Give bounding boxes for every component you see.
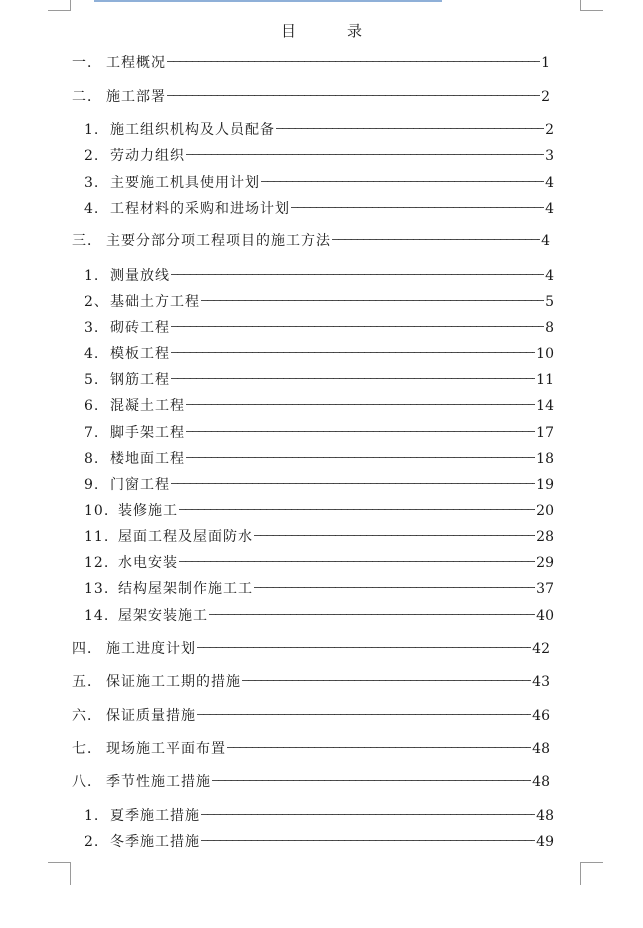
toc-entry-page: 3 <box>545 148 554 164</box>
toc-entry-title: 季节性施工措施 <box>106 774 211 790</box>
toc-entry-title: 砌砖工程 <box>110 320 170 336</box>
toc-dot-leader <box>186 145 544 163</box>
toc-dot-leader <box>291 198 544 216</box>
toc-entry[interactable] <box>84 293 554 311</box>
toc-dot-leader <box>209 605 535 623</box>
toc-entry-number: 2. <box>84 834 100 850</box>
toc-entry-number: 一． <box>72 55 102 71</box>
toc-dot-leader <box>171 265 544 283</box>
toc-title: 目 录 <box>280 22 380 40</box>
toc-entry[interactable] <box>72 88 550 106</box>
toc-entry-page: 48 <box>532 774 550 790</box>
toc-entry-page: 4 <box>541 233 550 249</box>
toc-dot-leader <box>197 705 531 723</box>
toc-entry-number: 9. <box>84 477 100 493</box>
toc-entry[interactable] <box>72 232 550 250</box>
corner-mark-top-left <box>48 0 71 11</box>
toc-entry-number: 4. <box>84 346 100 362</box>
toc-dot-leader <box>167 86 540 104</box>
toc-entry-number: 10. <box>84 503 110 519</box>
toc-entry-number: 七． <box>72 741 102 757</box>
toc-entry-title: 模板工程 <box>110 346 170 362</box>
toc-entry-page: 4 <box>545 175 554 191</box>
toc-dot-leader <box>167 52 540 70</box>
toc-entry-page: 5 <box>545 294 554 310</box>
toc-entry-number: 六． <box>72 708 102 724</box>
toc-dot-leader <box>179 500 535 518</box>
toc-entry[interactable] <box>84 267 554 285</box>
toc-entry-page: 43 <box>532 674 550 690</box>
toc-entry[interactable] <box>72 773 550 791</box>
toc-entry[interactable] <box>84 833 554 851</box>
toc-entry-number: 7. <box>84 425 100 441</box>
toc-entry-number: 13. <box>84 581 110 597</box>
toc-entry-title: 冬季施工措施 <box>110 834 200 850</box>
toc-entry-page: 29 <box>536 555 554 571</box>
toc-entry-page: 17 <box>536 425 554 441</box>
toc-entry-title: 工程材料的采购和进场计划 <box>110 201 290 217</box>
toc-dot-leader <box>201 831 535 849</box>
toc-entry[interactable] <box>84 554 554 572</box>
toc-entry-page: 37 <box>536 581 554 597</box>
toc-entry-page: 49 <box>536 834 554 850</box>
toc-entry[interactable] <box>84 528 554 546</box>
toc-dot-leader <box>201 291 544 309</box>
toc-entry-page: 48 <box>536 808 554 824</box>
toc-entry-page: 10 <box>536 346 554 362</box>
toc-entry-page: 28 <box>536 529 554 545</box>
toc-entry-number: 三． <box>72 233 102 249</box>
toc-entry[interactable] <box>84 147 554 165</box>
toc-entry[interactable] <box>84 424 554 442</box>
toc-entry-title: 混凝土工程 <box>110 398 185 414</box>
toc-dot-leader <box>332 230 540 248</box>
toc-entry-title: 施工进度计划 <box>106 641 196 657</box>
toc-entry-title: 主要施工机具使用计划 <box>110 175 260 191</box>
toc-dot-leader <box>254 526 535 544</box>
toc-entry-number: 5. <box>84 372 100 388</box>
corner-mark-top-right <box>580 0 603 11</box>
toc-entry-number: 2、 <box>84 294 109 310</box>
toc-entry-title: 屋架安装施工 <box>118 608 208 624</box>
toc-entry[interactable] <box>84 174 554 192</box>
toc-entry-page: 4 <box>545 268 554 284</box>
toc-entry-number: 2. <box>84 148 100 164</box>
toc-entry-page: 42 <box>532 641 550 657</box>
toc-entry[interactable] <box>84 121 554 139</box>
toc-dot-leader <box>171 369 535 387</box>
toc-entry[interactable] <box>72 740 550 758</box>
toc-entry-title: 劳动力组织 <box>110 148 185 164</box>
toc-dot-leader <box>171 474 535 492</box>
top-selection-bar <box>94 0 442 2</box>
toc-entry[interactable] <box>84 807 554 825</box>
toc-entry-page: 48 <box>532 741 550 757</box>
toc-entry-page: 14 <box>536 398 554 414</box>
toc-dot-leader <box>197 638 531 656</box>
toc-entry-title: 结构屋架制作施工工 <box>118 581 253 597</box>
toc-entry[interactable] <box>84 319 554 337</box>
toc-entry-title: 保证施工工期的措施 <box>106 674 241 690</box>
toc-dot-leader <box>179 552 535 570</box>
toc-dot-leader <box>261 172 544 190</box>
toc-entry-title: 脚手架工程 <box>110 425 185 441</box>
toc-entry[interactable] <box>84 371 554 389</box>
toc-entry-page: 20 <box>536 503 554 519</box>
toc-entry-title: 工程概况 <box>106 55 166 71</box>
toc-entry-number: 五． <box>72 674 102 690</box>
toc-entry-number: 12. <box>84 555 110 571</box>
toc-entry-number: 八． <box>72 774 102 790</box>
toc-dot-leader <box>212 771 531 789</box>
toc-entry-number: 1. <box>84 808 100 824</box>
toc-entry[interactable] <box>72 673 550 691</box>
toc-entry-title: 测量放线 <box>110 268 170 284</box>
toc-entry-title: 现场施工平面布置 <box>106 741 226 757</box>
toc-dot-leader <box>227 738 531 756</box>
toc-entry-number: 3. <box>84 320 100 336</box>
toc-entry-number: 四． <box>72 641 102 657</box>
toc-entry-page: 18 <box>536 451 554 467</box>
toc-entry-title: 屋面工程及屋面防水 <box>118 529 253 545</box>
toc-dot-leader <box>186 448 535 466</box>
toc-entry-title: 保证质量措施 <box>106 708 196 724</box>
toc-entry-title: 施工部署 <box>106 89 166 105</box>
toc-entry-number: 11. <box>84 529 110 545</box>
toc-entry[interactable] <box>84 200 554 218</box>
toc-entry[interactable] <box>84 580 554 598</box>
toc-dot-leader <box>186 395 535 413</box>
toc-entry-title: 楼地面工程 <box>110 451 185 467</box>
toc-dot-leader <box>186 422 535 440</box>
toc-dot-leader <box>242 671 531 689</box>
toc-entry-number: 4. <box>84 201 100 217</box>
toc-entry[interactable] <box>84 450 554 468</box>
toc-dot-leader <box>201 805 535 823</box>
toc-entry-title: 施工组织机构及人员配备 <box>110 122 275 138</box>
toc-entry-page: 46 <box>532 708 550 724</box>
toc-entry-title: 夏季施工措施 <box>110 808 200 824</box>
toc-entry-page: 2 <box>545 122 554 138</box>
toc-entry[interactable] <box>84 476 554 494</box>
toc-entry[interactable] <box>72 707 550 725</box>
toc-entry-number: 1. <box>84 268 100 284</box>
toc-entry[interactable] <box>72 54 550 72</box>
toc-entry-number: 8. <box>84 451 100 467</box>
toc-entry-page: 2 <box>541 89 550 105</box>
toc-entry[interactable] <box>84 607 554 625</box>
toc-entry-title: 基础土方工程 <box>110 294 200 310</box>
toc-entry-page: 8 <box>545 320 554 336</box>
toc-entry-title: 水电安装 <box>118 555 178 571</box>
toc-entry[interactable] <box>84 502 554 520</box>
toc-entry-title: 装修施工 <box>118 503 178 519</box>
toc-entry-number: 1. <box>84 122 100 138</box>
toc-entry[interactable] <box>72 640 550 658</box>
toc-entry-page: 40 <box>536 608 554 624</box>
toc-entry-title: 钢筋工程 <box>110 372 170 388</box>
corner-mark-bottom-left <box>48 862 71 885</box>
toc-entry-page: 4 <box>545 201 554 217</box>
corner-mark-bottom-right <box>580 862 603 885</box>
toc-entry-page: 1 <box>541 55 550 71</box>
toc-entry-number: 3. <box>84 175 100 191</box>
toc-entry-number: 二． <box>72 89 102 105</box>
toc-dot-leader <box>171 317 544 335</box>
toc-entry[interactable] <box>84 397 554 415</box>
toc-entry-title: 主要分部分项工程项目的施工方法 <box>106 233 331 249</box>
toc-dot-leader <box>171 343 535 361</box>
toc-entry-page: 19 <box>536 477 554 493</box>
toc-entry[interactable] <box>84 345 554 363</box>
toc-entry-title: 门窗工程 <box>110 477 170 493</box>
toc-dot-leader <box>276 119 544 137</box>
toc-entry-page: 11 <box>536 372 554 388</box>
toc-dot-leader <box>254 578 535 596</box>
toc-entry-number: 14. <box>84 608 110 624</box>
toc-entry-number: 6. <box>84 398 100 414</box>
